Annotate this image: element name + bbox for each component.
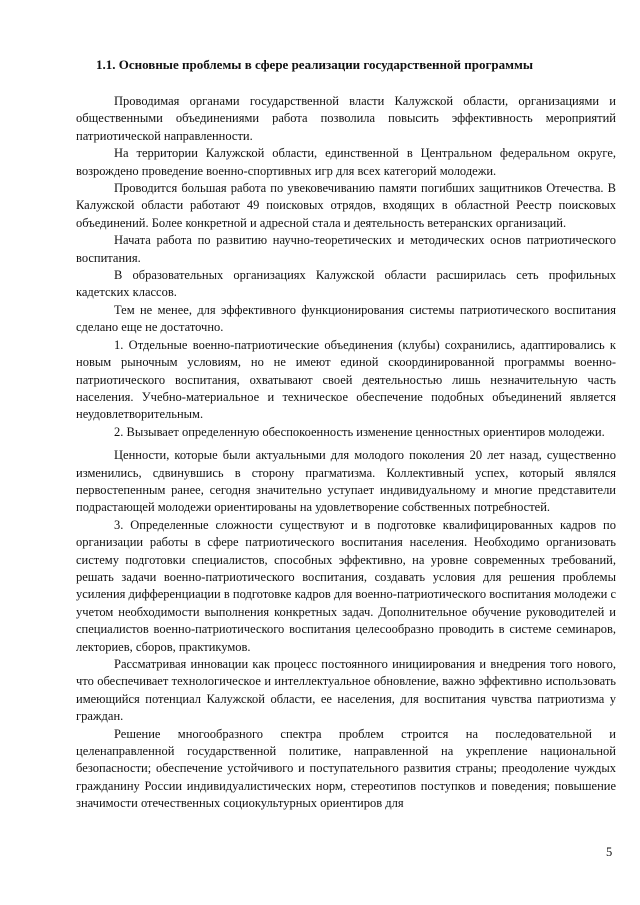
paragraph: Проводимая органами государственной власти Калужской области, организациями и общественными объединениями работа позволила повысить эффективность мероприятий патриотической направленности. — [76, 94, 616, 143]
body-text — [76, 93, 616, 813]
numbered-paragraph-3: 3. Определенные сложности существуют и в подготовке квалифицированных кадров по организации работы в сфере патриотического воспитания населения. Необходимо организовать систему подготовки специалистов, способных эффективно, на уровне современных требований, решать задачи военно-патриотического воспитания, создавать условия для решения проблемы усиления дифференциации в подготовке кадров для военно-патриотического воспитания молодежи с учетом необходимости выполнения конкретных задач. Дополнительное обучение руководителей и специалистов военно-патриотического воспитания целесообразно проводить в системе семинаров, лекториев, сборов, практикумов. — [76, 517, 616, 654]
paragraph: В образовательных организациях Калужской области расширилась сеть профильных кадетских классов. — [76, 268, 616, 300]
paragraph: Рассматривая инновации как процесс постоянного инициирования и внедрения того нового, что обеспечивает технологическое и интеллектуальное обновление, важно эффективно использовать имеющийся потенциал Калужской области, ее населения, для воспитания чувства патриотизма у граждан. — [76, 657, 616, 724]
paragraph: Ценности, которые были актуальными для молодого поколения 20 лет назад, существенно изменились, сдвинувшись в сторону прагматизма. Коллективный успех, который являлся первостепенным ранее, сегодня значительно уступает индивидуальному и многие представители подрастающей молодежи ориентированы на удовлетворение собственных потребностей. — [76, 448, 616, 515]
paragraph: Начата работа по развитию научно-теоретических и методических основ патриотического воспитания. — [76, 233, 616, 265]
numbered-paragraph-2: 2. Вызывает определенную обеспокоенность изменение ценностных ориентиров молодежи. — [114, 424, 605, 439]
paragraph: Решение многообразного спектра проблем строится на последовательной и целенаправленной государственной политике, направленной на укрепление национальной безопасности; обеспечение устойчивого и поступательного развития страны; преодоление чуждых гражданину России индивидуалистических норм, стереотипов поступков и поведения; повышение значимости отечественных социокультурных ориентиров для — [76, 726, 616, 811]
numbered-paragraph-1: 1. Отдельные военно-патриотические объединения (клубы) сохранились, адаптировались к новым рыночным условиям, но не имеют единой скоординированной программы военно-патриотического воспитания, охватывают своей деятельностью лишь незначительную часть населения. Учебно-материальное и техническое обеспечение подобных объединений является неудовлетворительным. — [76, 337, 616, 422]
paragraph: На территории Калужской области, единственной в Центральном федеральном округе, возрождено проведение военно-спортивных игр для всех категорий молодежи. — [76, 146, 616, 178]
section-heading: 1.1. Основные проблемы в сфере реализации государственной программы — [96, 57, 533, 72]
page-number: 5 — [606, 845, 613, 859]
paragraph: Проводится большая работа по увековечиванию памяти погибших защитников Отечества. В Калужской области работают 49 поисковых отрядов, входящих в областной Реестр поисковых объединений. Более конкретной и адресной стала и деятельность ветеранских организаций. — [76, 181, 616, 230]
paragraph: Тем не менее, для эффективного функционирования системы патриотического воспитания сделано еще не достаточно. — [76, 302, 616, 335]
